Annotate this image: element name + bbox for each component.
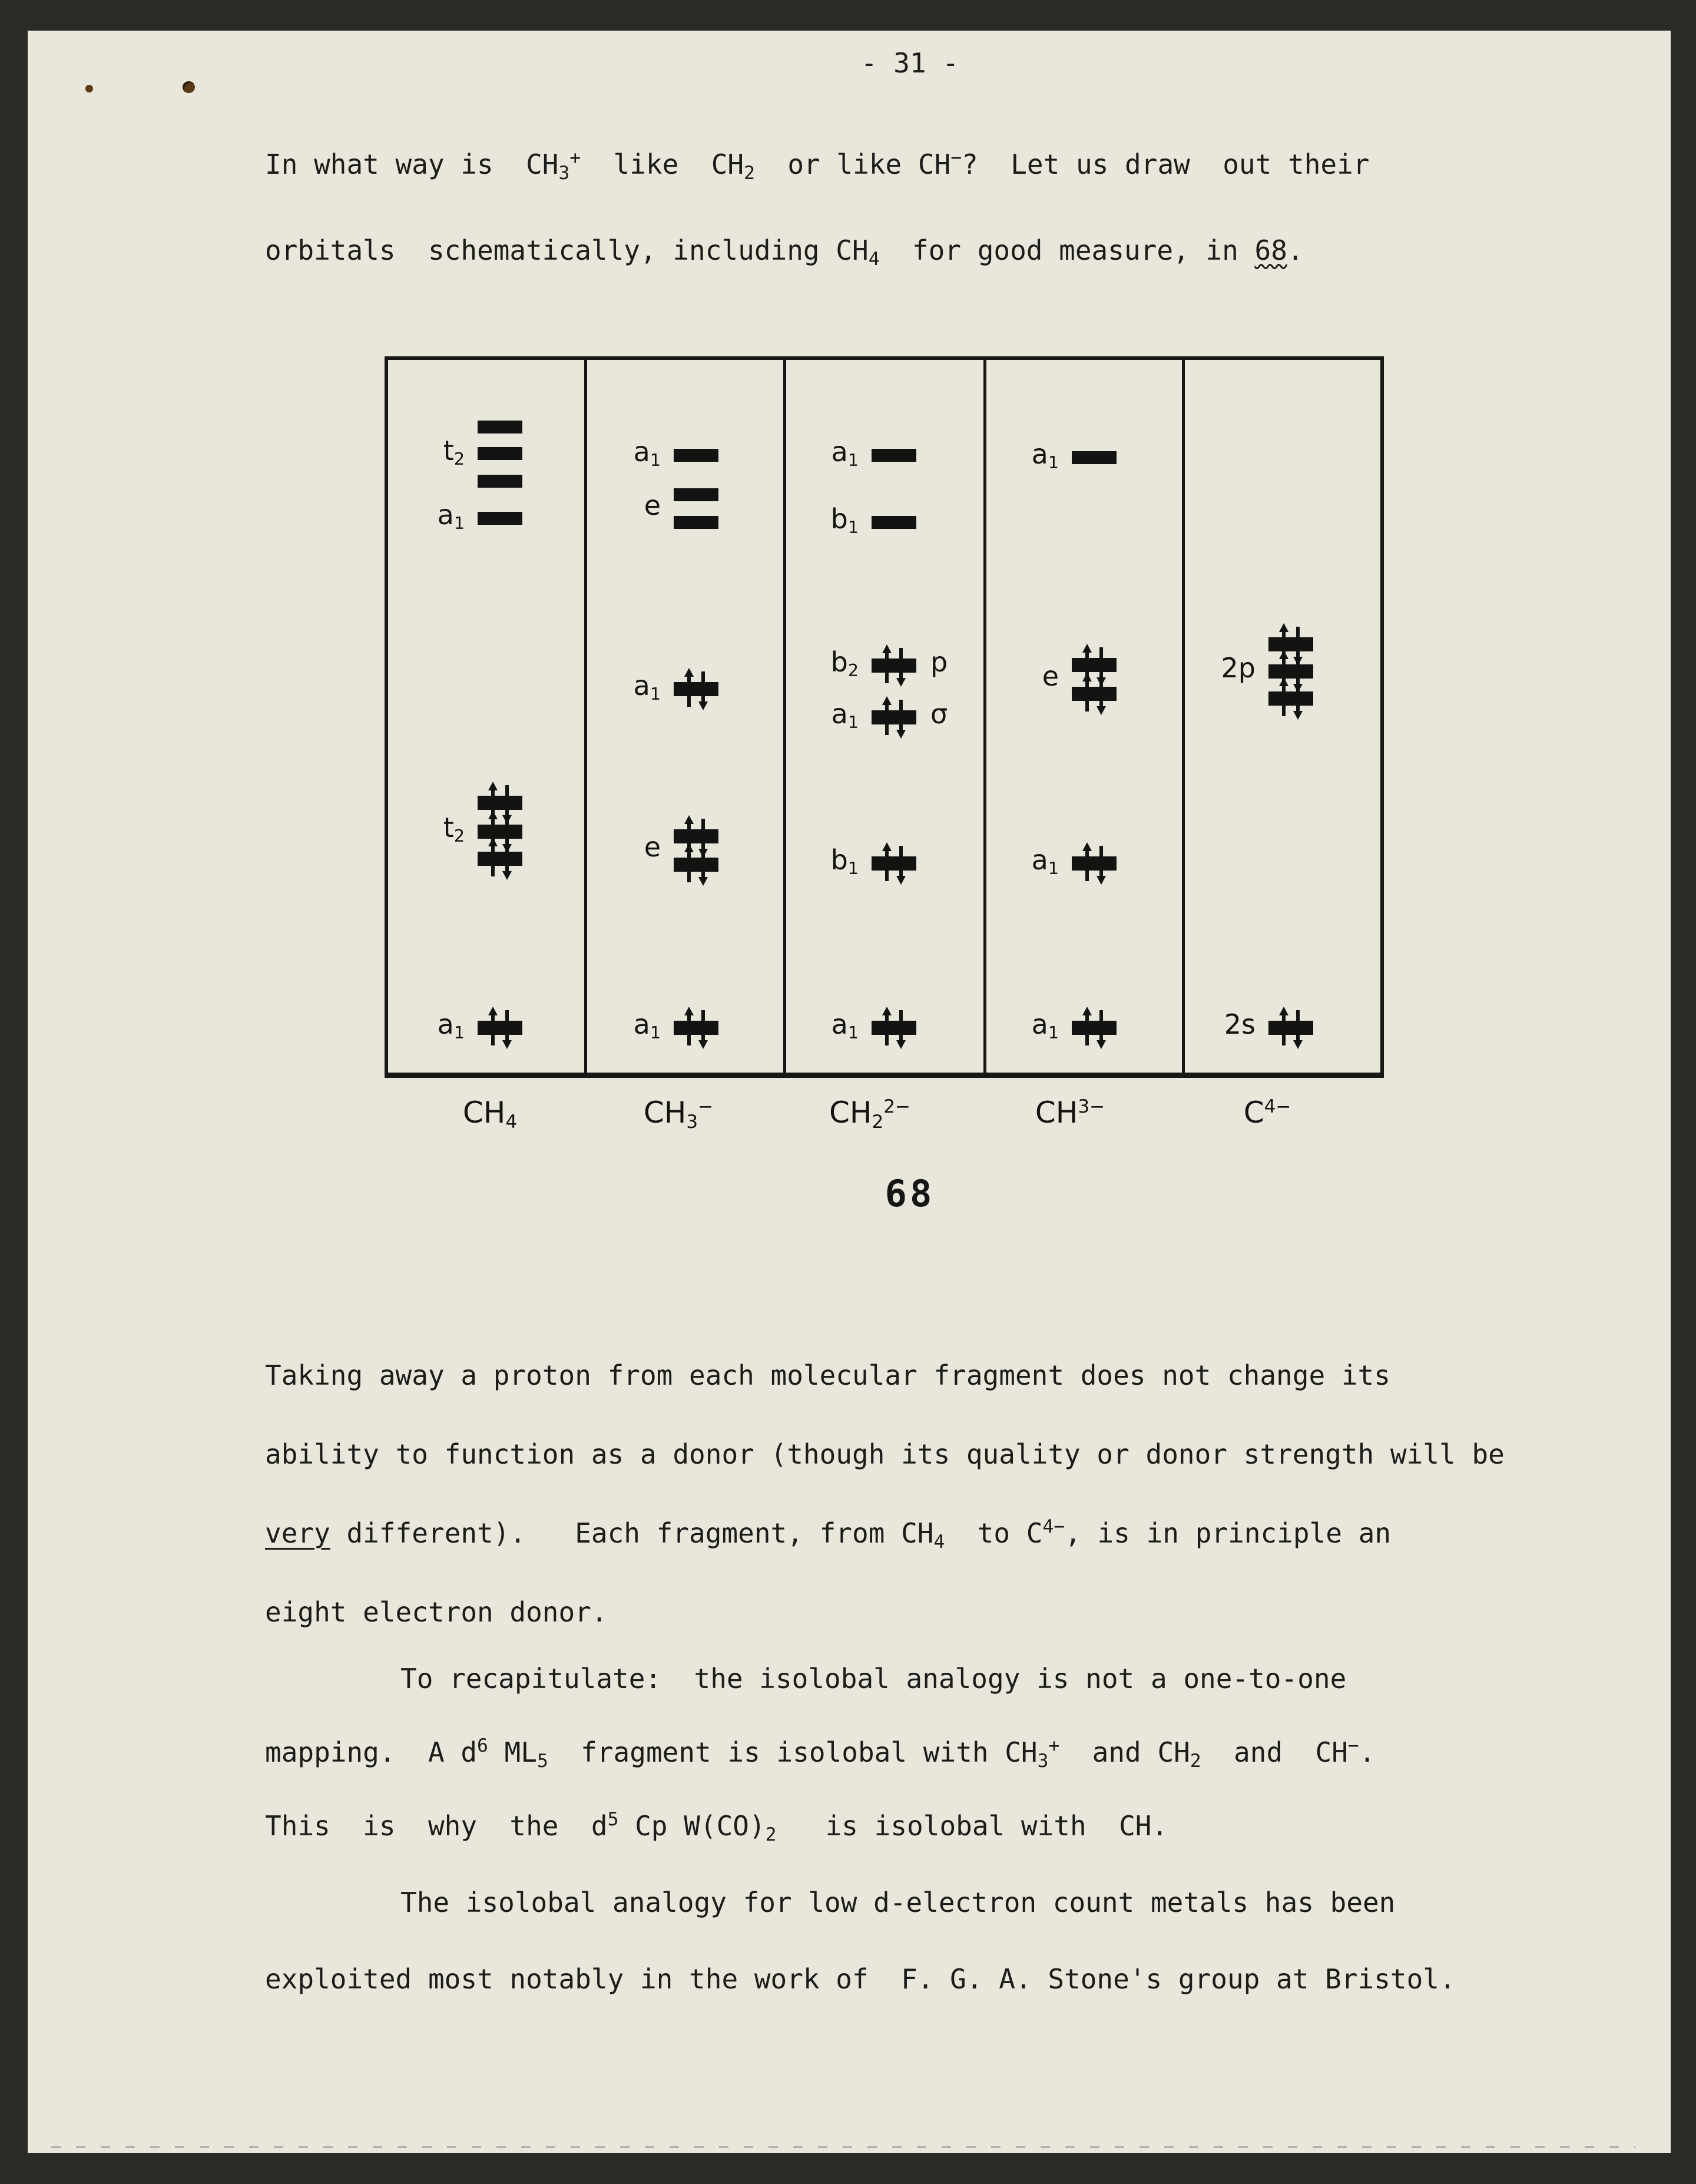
orbital-label: $b_1$: [830, 503, 859, 537]
orbital-level-bar: [674, 516, 718, 529]
orbital-label: $a_1$: [831, 436, 859, 470]
orbital-label: $a_1$: [633, 670, 661, 704]
orbital-label: e: [1042, 660, 1059, 692]
paper-speck: [85, 85, 93, 92]
paragraph3-line1: To recapitulate: the isolobal analogy is not a one-to-one: [400, 1663, 1347, 1695]
orbital-level-occupied: [872, 1007, 916, 1049]
molecule-label-ch-3minus: $CH^{3-}$: [1035, 1096, 1105, 1130]
orbital-label: $a_1$: [633, 436, 661, 470]
paragraph4-line2: exploited most notably in the work of F. G. A. Stone's group at Bristol.: [265, 1963, 1456, 1995]
paragraph2-line3: very different). Each fragment, from $CH_4$ to $C^{4-}$, is in principle an: [265, 1515, 1392, 1553]
orbital-level-bar: [478, 512, 522, 525]
paragraph2-line2: ability to function as a donor (though its quality or donor strength will be: [265, 1438, 1505, 1470]
orbital-level-occupied: [872, 644, 916, 687]
orbital-label: 2s: [1224, 1008, 1256, 1040]
orbital-level-occupied: [674, 668, 718, 710]
orbital-level-occupied: [478, 1007, 522, 1049]
orbital-label: e: [644, 489, 661, 521]
orbital-level-occupied: [1072, 1007, 1117, 1049]
paragraph2-line4: eight electron donor.: [265, 1596, 608, 1628]
orbital-level-bar: [478, 421, 522, 434]
molecule-label-c-4minus: $C^{4-}$: [1243, 1096, 1291, 1130]
molecule-label-ch2-2minus: $CH_2^{2-}$: [829, 1096, 910, 1133]
orbital-level-bar: [1072, 451, 1117, 464]
paragraph2-line1: Taking away a proton from each molecular fragment does not change its: [265, 1359, 1390, 1391]
orbital-level-bar: [872, 449, 916, 462]
paragraph3-line2: mapping. A $d^6$ $ML_5$ fragment is isolobal with $CH_3^+$ and $CH_2$ and CH−.: [265, 1735, 1376, 1772]
orbital-level-bar: [674, 488, 718, 501]
orbital-label: $t_2$: [443, 812, 465, 846]
orbital-level-occupied: [674, 1007, 718, 1049]
orbital-label: $a_1$: [1031, 844, 1059, 878]
page-number: - 31 -: [860, 47, 959, 79]
orbital-label: $a_1$: [831, 1008, 859, 1043]
orbital-label: $b_2$: [830, 646, 859, 680]
paper-speck: [183, 81, 195, 93]
orbital-annotation: σ: [930, 698, 948, 730]
orbital-annotation: p: [930, 646, 948, 678]
figure-column-divider: [1182, 360, 1185, 1073]
scan-edge-line: [51, 2146, 1635, 2148]
orbital-level-occupied: [1072, 673, 1117, 715]
orbital-level-bar: [872, 516, 916, 529]
molecule-label-ch3-minus: $CH_3^-$: [643, 1096, 714, 1133]
orbital-level-occupied: [872, 842, 916, 885]
molecule-label-ch4: $CH_4$: [462, 1096, 518, 1133]
orbital-label: $b_1$: [830, 844, 859, 878]
paragraph1-line1: In what way is $CH_3^+$ like $CH_2$ or like CH−? Let us draw out their: [265, 147, 1370, 184]
paragraph3-line3: This is why the $d^5$ Cp $W(CO)_2$ is isolobal with CH.: [265, 1808, 1168, 1845]
figure-caption: 68: [885, 1172, 935, 1215]
orbital-level-occupied: [1072, 842, 1117, 885]
paragraph1-line2: orbitals schematically, including $CH_4$ for good measure, in 68.: [265, 234, 1304, 270]
orbital-level-occupied: [872, 696, 916, 739]
orbital-label: $a_1$: [633, 1008, 661, 1043]
paragraph4-line1: The isolobal analogy for low d-electron count metals has been: [400, 1887, 1396, 1918]
orbital-level-occupied: [1268, 677, 1313, 720]
orbital-label: $a_1$: [1031, 438, 1059, 472]
orbital-label: 2p: [1221, 652, 1256, 684]
orbital-level-bar: [674, 449, 718, 462]
document-page: [28, 31, 1671, 2153]
orbital-level-bar: [478, 475, 522, 488]
orbital-label: $a_1$: [437, 1008, 465, 1043]
orbital-label: $t_2$: [443, 434, 465, 469]
orbital-label: e: [644, 831, 661, 863]
orbital-label: $a_1$: [437, 499, 465, 533]
orbital-level-occupied: [1268, 1007, 1313, 1049]
orbital-diagram-figure: [385, 356, 1384, 1078]
orbital-level-occupied: [674, 843, 718, 886]
orbital-label: $a_1$: [1031, 1008, 1059, 1043]
orbital-label: $a_1$: [831, 698, 859, 732]
orbital-level-occupied: [478, 838, 522, 880]
orbital-level-bar: [478, 447, 522, 460]
